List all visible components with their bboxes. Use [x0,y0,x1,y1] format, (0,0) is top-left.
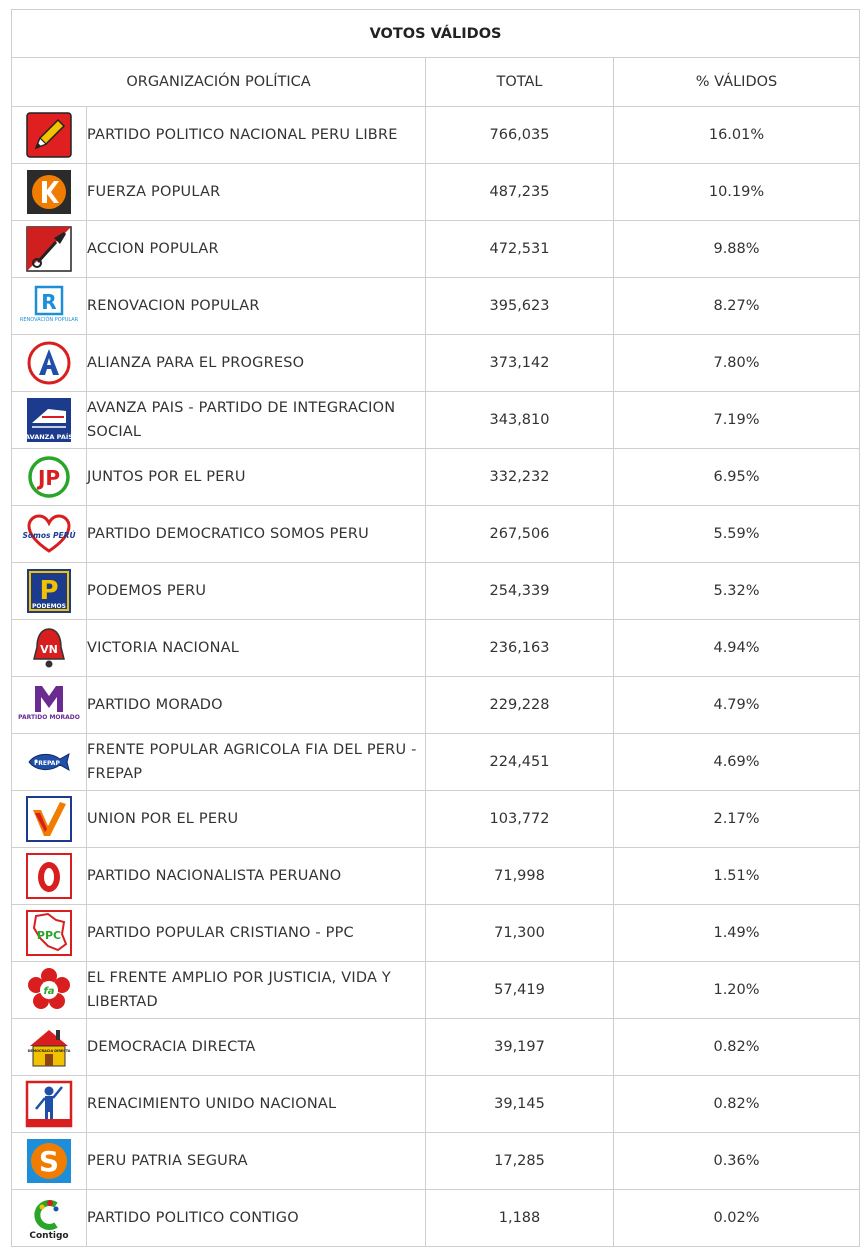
party-name: PARTIDO NACIONALISTA PERUANO [87,848,426,905]
table-row [12,620,860,677]
party-total: 57,419 [426,962,614,1019]
svg-text:P: P [39,576,59,606]
party-total: 343,810 [426,392,614,449]
party-total: 487,235 [426,164,614,221]
svg-text:AVANZA PAÍS: AVANZA PAÍS [25,433,73,441]
heart-icon [22,511,76,557]
table-row [12,563,860,620]
votes-table [11,9,860,1247]
m-letter-logo [18,682,80,728]
party-name: PARTIDO POLITICO CONTIGO [87,1190,426,1247]
svg-text:Contigo: Contigo [29,1231,69,1241]
table-row [12,164,860,221]
party-total: 254,339 [426,563,614,620]
table-row [12,221,860,278]
party-name: PARTIDO DEMOCRATICO SOMOS PERU [87,506,426,563]
party-total: 1,188 [426,1190,614,1247]
party-total: 71,998 [426,848,614,905]
table-row [12,1076,860,1133]
header-total: TOTAL [426,58,614,107]
party-percent: 4.79% [614,677,860,734]
table-row [12,1190,860,1247]
party-total: 373,142 [426,335,614,392]
house-icon [26,1024,72,1070]
party-name: ALIANZA PARA EL PROGRESO [87,335,426,392]
party-total: 395,623 [426,278,614,335]
svg-text:VN: VN [40,643,58,656]
party-total: 17,285 [426,1133,614,1190]
svg-text:PARTIDO MORADO: PARTIDO MORADO [18,714,80,721]
svg-text:FREPAP: FREPAP [34,760,60,767]
svg-text:PODEMOS: PODEMOS [32,603,66,610]
k-letter-logo [26,169,72,215]
party-percent: 5.32% [614,563,860,620]
v-check-logo [26,796,72,842]
party-name: UNION POR EL PERU [87,791,426,848]
table-row [12,506,860,563]
party-total: 39,145 [426,1076,614,1133]
peru-map-icon [26,910,72,956]
table-row [12,107,860,164]
party-total: 267,506 [426,506,614,563]
party-total: 332,232 [426,449,614,506]
svg-text:JP: JP [37,466,61,490]
party-name: EL FRENTE AMPLIO POR JUSTICIA, VIDA Y LIBERTAD [87,962,426,1019]
svg-text:DEMOCRACIA DIRECTA: DEMOCRACIA DIRECTA [27,1049,71,1053]
header-organization: ORGANIZACIÓN POLÍTICA [12,58,426,107]
svg-text:Somos PERÚ: Somos PERÚ [22,531,76,540]
party-percent: 7.80% [614,335,860,392]
party-name: VICTORIA NACIONAL [87,620,426,677]
party-percent: 0.82% [614,1076,860,1133]
party-percent: 2.17% [614,791,860,848]
party-name: RENOVACION POPULAR [87,278,426,335]
party-total: 229,228 [426,677,614,734]
party-total: 766,035 [426,107,614,164]
party-name: PERU PATRIA SEGURA [87,1133,426,1190]
table-row [12,278,860,335]
party-total: 39,197 [426,1019,614,1076]
party-name: PARTIDO POLITICO NACIONAL PERU LIBRE [87,107,426,164]
table-row [12,449,860,506]
table-row [12,791,860,848]
party-percent: 0.36% [614,1133,860,1190]
svg-text:RENOVACIÓN POPULAR: RENOVACIÓN POPULAR [19,317,79,323]
pencil-icon [26,112,72,158]
party-name: PODEMOS PERU [87,563,426,620]
flower-icon [26,967,72,1013]
party-total: 224,451 [426,734,614,791]
party-name: FUERZA POPULAR [87,164,426,221]
party-total: 103,772 [426,791,614,848]
table-title: VOTOS VÁLIDOS [12,10,860,58]
p-letter-logo [26,568,72,614]
o-letter-logo [26,853,72,899]
table-row [12,848,860,905]
party-percent: 6.95% [614,449,860,506]
party-name: AVANZA PAIS - PARTIDO DE INTEGRACION SOCIAL [87,392,426,449]
party-percent: 16.01% [614,107,860,164]
fish-icon [26,739,72,785]
table-row [12,1019,860,1076]
contigo-logo [26,1195,72,1241]
party-name: RENACIMIENTO UNIDO NACIONAL [87,1076,426,1133]
party-name: PARTIDO MORADO [87,677,426,734]
table-row [12,677,860,734]
header-percent: % VÁLIDOS [614,58,860,107]
party-percent: 8.27% [614,278,860,335]
party-percent: 10.19% [614,164,860,221]
shovel-icon [26,226,72,272]
party-percent: 1.20% [614,962,860,1019]
party-percent: 4.94% [614,620,860,677]
table-row [12,1133,860,1190]
svg-text:PPC: PPC [36,929,62,942]
party-percent: 1.51% [614,848,860,905]
party-percent: 9.88% [614,221,860,278]
svg-text:fa: fa [43,986,55,997]
party-name: DEMOCRACIA DIRECTA [87,1019,426,1076]
train-icon [26,397,72,443]
a-circle-logo [26,340,72,386]
table-row [12,335,860,392]
jp-logo [26,454,72,500]
party-percent: 1.49% [614,905,860,962]
r-letter-logo [19,283,79,329]
svg-text:R: R [41,290,57,314]
table-row [12,392,860,449]
party-name: PARTIDO POPULAR CRISTIANO - PPC [87,905,426,962]
table-row [12,905,860,962]
party-percent: 7.19% [614,392,860,449]
table-row [12,962,860,1019]
party-percent: 0.02% [614,1190,860,1247]
party-name: JUNTOS POR EL PERU [87,449,426,506]
party-percent: 0.82% [614,1019,860,1076]
person-icon [26,1081,72,1127]
bell-icon [26,625,72,671]
party-total: 236,163 [426,620,614,677]
svg-text:S: S [38,1145,60,1178]
party-total: 71,300 [426,905,614,962]
table-row [12,734,860,791]
party-percent: 4.69% [614,734,860,791]
party-total: 472,531 [426,221,614,278]
party-name: ACCION POPULAR [87,221,426,278]
party-percent: 5.59% [614,506,860,563]
party-name: FRENTE POPULAR AGRICOLA FIA DEL PERU - FREPAP [87,734,426,791]
s-letter-logo [26,1138,72,1184]
